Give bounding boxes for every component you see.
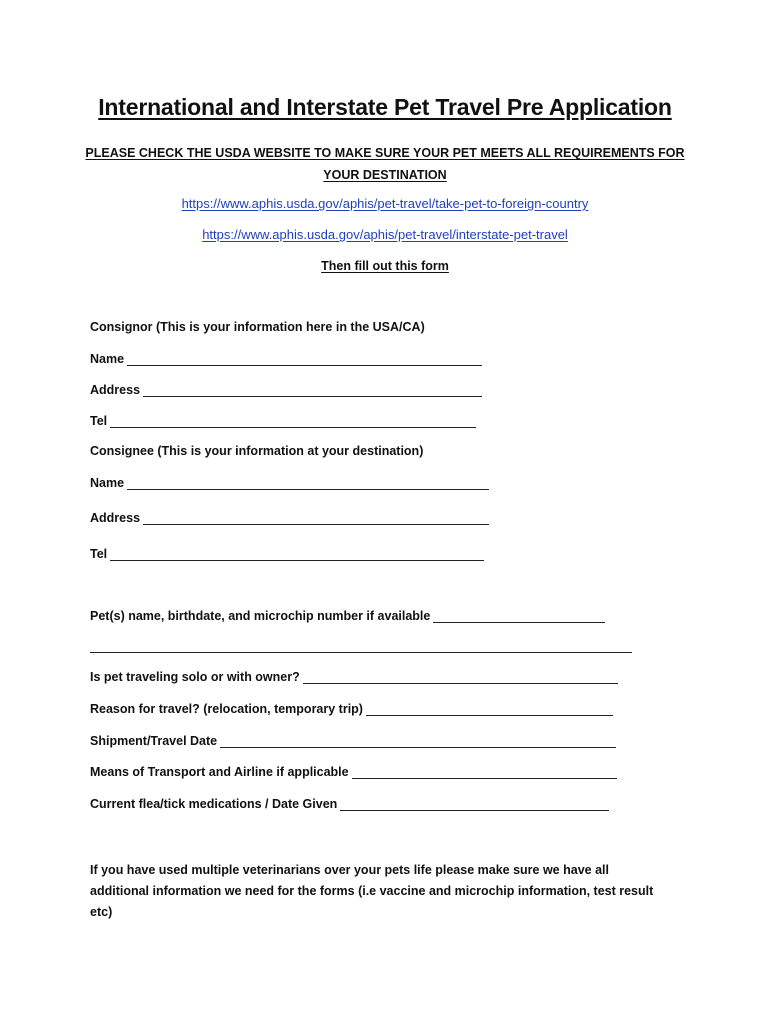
consignor-tel-field[interactable] [90,412,476,428]
medications-label: Current flea/tick medications / Date Given [90,797,338,811]
veterinarian-note: If you have used multiple veterinarians over your pets life please make sure we have all additional information we need for the forms (i.e vaccine and microchip information, test result etc) [90,863,654,919]
travel-date-blank[interactable] [220,735,616,748]
consignee-heading: Consignee (This is your information at your destination) [90,444,424,458]
page-title: International and Interstate Pet Travel Pre Application [98,94,672,120]
travel-solo-field[interactable] [90,668,618,684]
travel-solo-blank[interactable] [303,671,618,684]
pets-info-blank[interactable] [433,610,605,623]
travel-date-field[interactable] [90,732,616,748]
consignee-address-blank[interactable] [143,512,489,525]
foreign-travel-link[interactable]: https://www.aphis.usda.gov/aphis/pet-travel/take-pet-to-foreign-country [181,196,589,211]
travel-reason-blank[interactable] [366,703,613,716]
pets-info-continuation-blank[interactable] [90,652,632,653]
medications-field[interactable] [90,795,609,811]
interstate-travel-link[interactable]: https://www.aphis.usda.gov/aphis/pet-travel/interstate-pet-travel [202,227,568,242]
consignee-tel-blank[interactable] [110,548,484,561]
consignee-name-blank[interactable] [127,477,489,490]
travel-solo-label: Is pet traveling solo or with owner? [90,670,300,684]
consignor-tel-label: Tel [90,414,108,428]
transport-field[interactable] [90,763,617,779]
pets-info-field[interactable] [90,607,605,623]
travel-reason-label: Reason for travel? (relocation, temporary trip) [90,702,363,716]
consignor-name-label: Name [90,352,125,366]
consignee-name-field[interactable] [90,474,489,490]
medications-blank[interactable] [340,798,609,811]
transport-label: Means of Transport and Airline if applicable [90,765,349,779]
consignor-tel-blank[interactable] [110,415,476,428]
travel-reason-field[interactable] [90,700,613,716]
consignee-tel-label: Tel [90,547,108,561]
pets-info-label: Pet(s) name, birthdate, and microchip number if available [90,609,431,623]
consignor-address-blank[interactable] [143,384,482,397]
fill-form-instruction: Then fill out this form [321,259,449,273]
consignor-heading: Consignor (This is your information here in the USA/CA) [90,320,425,334]
travel-date-label: Shipment/Travel Date [90,734,218,748]
usda-notice: PLEASE CHECK THE USDA WEBSITE TO MAKE SURE YOUR PET MEETS ALL REQUIREMENTS FOR YOUR DESTINATION [85,146,685,182]
consignee-name-label: Name [90,476,125,490]
consignor-address-label: Address [90,383,141,397]
consignor-name-field[interactable] [90,350,482,366]
consignee-tel-field[interactable] [90,545,484,561]
consignee-address-label: Address [90,511,141,525]
consignor-name-blank[interactable] [127,353,482,366]
consignor-address-field[interactable] [90,381,482,397]
consignee-address-field[interactable] [90,509,489,525]
transport-blank[interactable] [352,766,617,779]
